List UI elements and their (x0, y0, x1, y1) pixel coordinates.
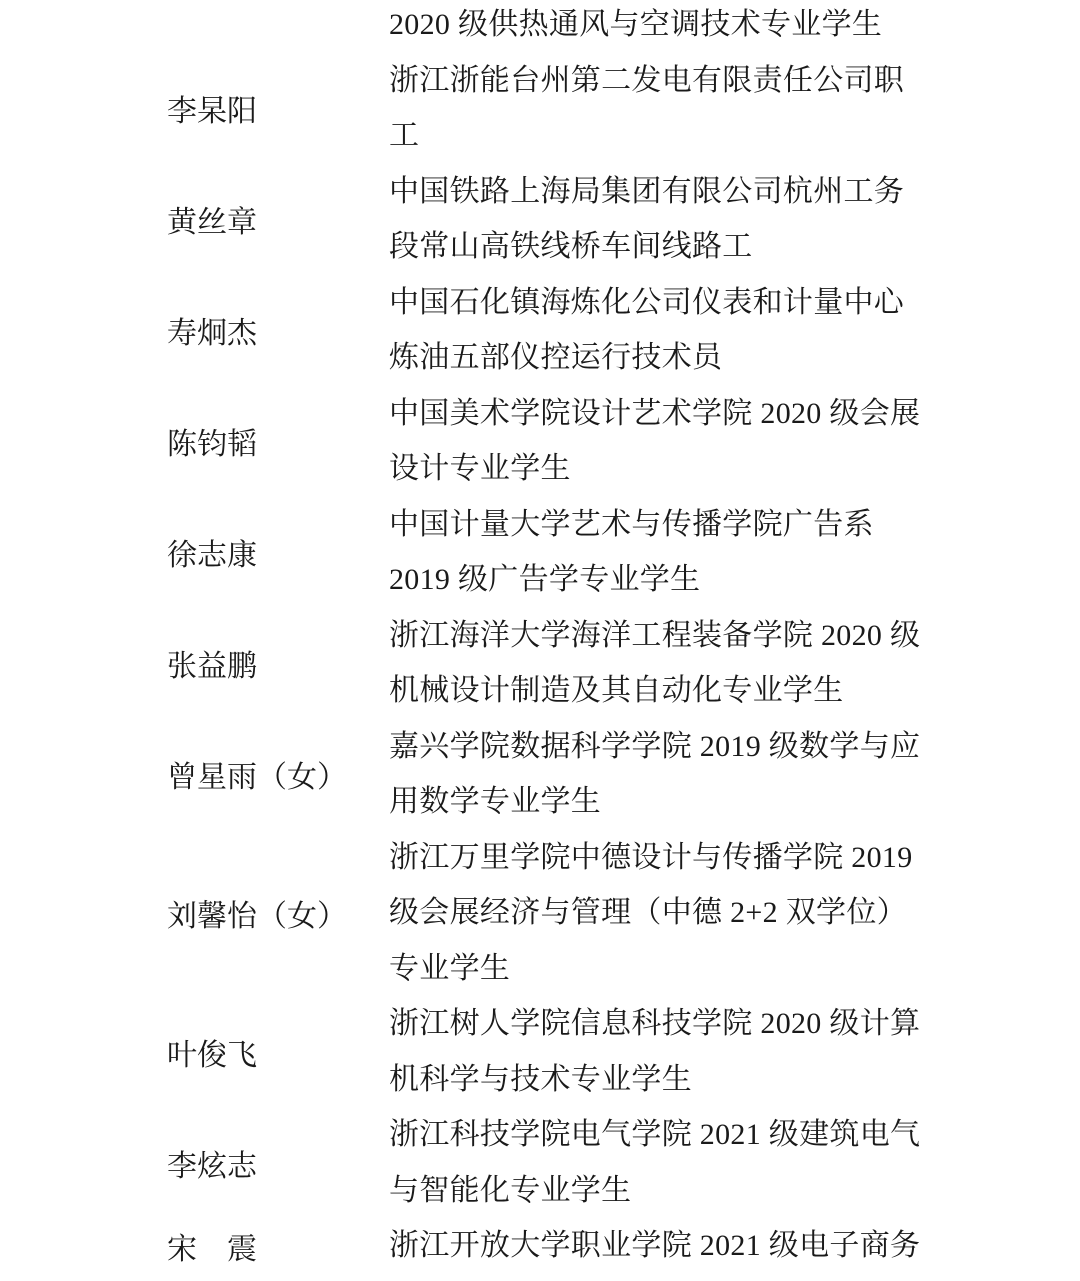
person-affiliation (389, 164, 949, 275)
person-name: 黄丝章 (167, 206, 257, 239)
affiliation-line: 浙江万里学院中德设计与传播学院 2019 (389, 840, 913, 874)
affiliation-line: 炼油五部仪控运行技术员 (389, 341, 723, 374)
person-name: 叶俊飞 (167, 1038, 257, 1072)
person-name: 曾星雨（女） (167, 761, 347, 794)
affiliation-line: 机械设计制造及其自动化专业学生 (389, 674, 844, 707)
person-affiliation (389, 497, 949, 608)
person-affiliation (389, 0, 949, 53)
person-affiliation (389, 996, 949, 1107)
person-affiliation (389, 1218, 949, 1274)
person-name: 李杲阳 (167, 95, 257, 128)
list-item (0, 1107, 1080, 1218)
affiliation-line: 浙江树人学院信息科技学院 2020 级计算 (389, 1007, 921, 1040)
person-affiliation (389, 386, 949, 497)
person-affiliation (389, 608, 949, 719)
list-item (0, 53, 1080, 164)
list-item (0, 275, 1080, 386)
list-item (0, 830, 1080, 997)
list-item (0, 1218, 1080, 1274)
affiliation-line: 嘉兴学院数据科学学院 2019 级数学与应 (389, 729, 921, 763)
person-name: 宋 震 (167, 1232, 257, 1266)
affiliation-line: 浙江浙能台州第二发电有限责任公司职 (389, 63, 905, 97)
affiliation-line: 段常山高铁线桥车间线路工 (389, 230, 753, 263)
affiliation-line: 专业学生 (389, 951, 511, 985)
affiliation-line: 中国计量大学艺术与传播学院广告系 (389, 507, 874, 541)
affiliation-line: 与智能化专业学生 (389, 1173, 632, 1207)
person-name: 刘馨怡（女） (167, 899, 347, 933)
person-affiliation (389, 719, 949, 830)
affiliation-line: 中国石化镇海炼化公司仪表和计量中心 (389, 285, 905, 319)
affiliation-line: 浙江海洋大学海洋工程装备学院 2020 级 (389, 618, 921, 652)
affiliation-line: 中国美术学院设计艺术学院 2020 级会展 (389, 396, 921, 430)
list-item (0, 497, 1080, 608)
affiliation-line: 级会展经济与管理（中德 2+2 双学位） (389, 896, 907, 929)
person-affiliation (389, 275, 949, 386)
affiliation-line: 机科学与技术专业学生 (389, 1062, 692, 1096)
affiliation-line: 2019 级广告学专业学生 (389, 563, 701, 596)
person-name: 寿炯杰 (167, 317, 257, 350)
affiliation-line: 浙江开放大学职业学院 2021 级电子商务 (389, 1229, 921, 1262)
person-name: 张益鹏 (167, 650, 257, 683)
affiliation-line: 浙江科技学院电气学院 2021 级建筑电气 (389, 1118, 921, 1151)
list-item (0, 996, 1080, 1107)
person-affiliation (389, 830, 949, 997)
affiliation-line: 2020 级供热通风与空调技术专业学生 (389, 8, 883, 41)
person-affiliation (389, 1107, 949, 1218)
list-item (0, 719, 1080, 830)
person-name: 李炫志 (167, 1149, 257, 1183)
list-item (0, 608, 1080, 719)
affiliation-line: 工 (389, 119, 420, 152)
list-item (0, 164, 1080, 275)
affiliation-line: 设计专业学生 (389, 452, 571, 485)
affiliation-line: 用数学专业学生 (389, 785, 602, 818)
person-name: 徐志康 (167, 539, 257, 572)
list-item (0, 386, 1080, 497)
person-affiliation (389, 53, 949, 164)
affiliation-line: 中国铁路上海局集团有限公司杭州工务 (389, 174, 905, 208)
person-name: 陈钧韬 (167, 428, 257, 461)
list-item (0, 0, 1080, 53)
